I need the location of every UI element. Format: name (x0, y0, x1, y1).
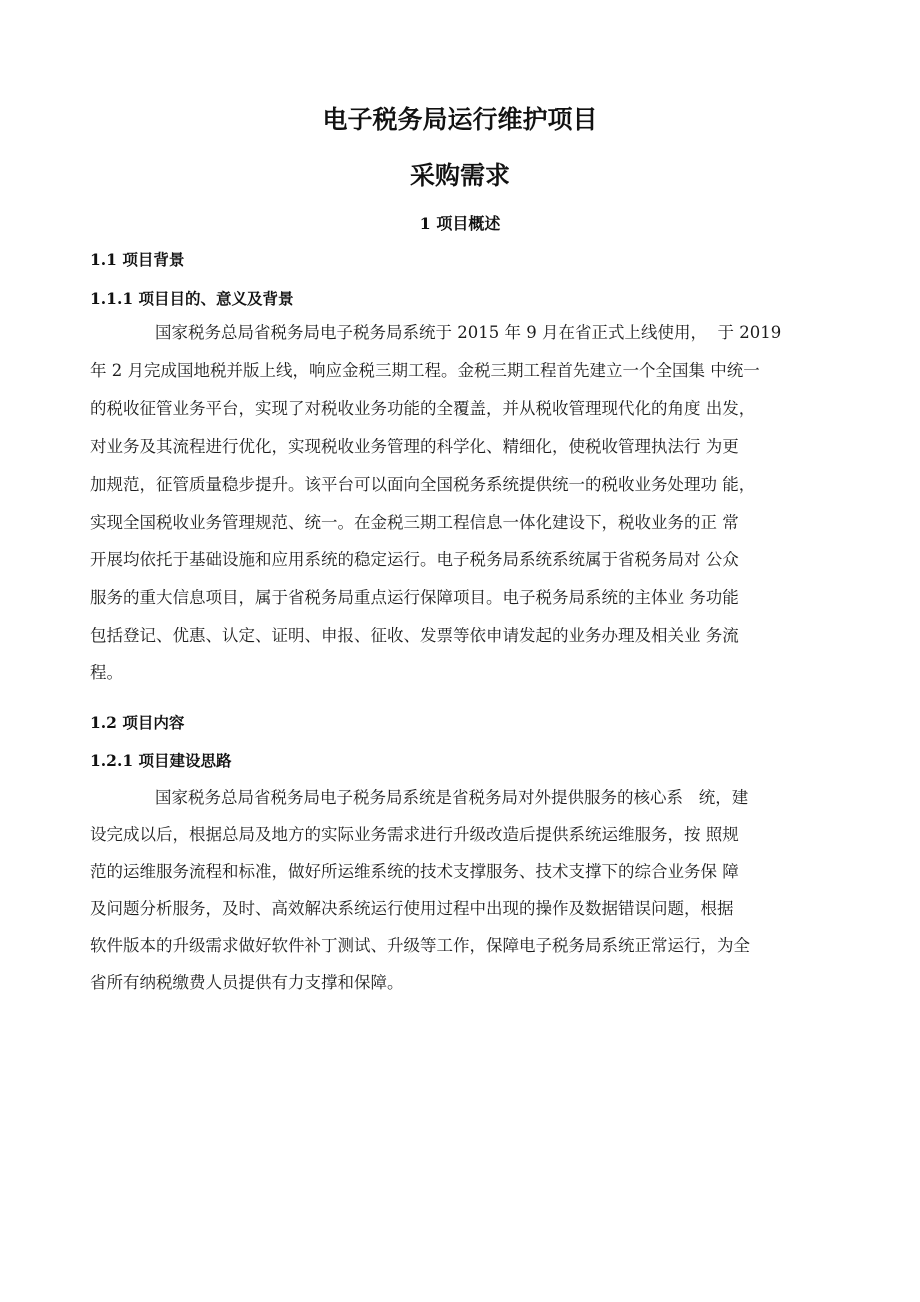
paragraph-line: 开展均依托于基础设施和应用系统的稳定运行。电子税务局系统系统属于省税务局对 公众 (90, 550, 739, 569)
document-subtitle: 采购需求 (409, 161, 510, 190)
subsection-heading-1-1-1: 1.1.1 项目目的、意义及背景 (90, 289, 294, 308)
paragraph-line: 包括登记、优惠、认定、证明、申报、征收、发票等依申请发起的业务办理及相关业 务流 (90, 626, 739, 645)
paragraph-line: 实现全国税收业务管理规范、统一。在金税三期工程信息一体化建设下，税收业务的正 常 (90, 513, 739, 532)
paragraph-line: 及问题分析服务，及时、高效解决系统运行使用过程中出现的操作及数据错误问题，根据 (90, 899, 734, 918)
paragraph-line: 服务的重大信息项目，属于省税务局重点运行保障项目。电子税务局系统的主体业 务功能 (90, 588, 739, 607)
paragraph-line: 加规范，征管质量稳步提升。该平台可以面向全国税务系统提供统一的税收业务处理功 能， (90, 475, 756, 494)
paragraph-line: 的税收征管业务平台，实现了对税收业务功能的全覆盖，并从税收管理现代化的角度 出发， (90, 399, 756, 418)
paragraph-line: 对业务及其流程进行优化，实现税收业务管理的科学化、精细化，使税收管理执法行 为更 (90, 437, 739, 456)
paragraph-line: 范的运维服务流程和标准，做好所运维系统的技术支撑服务、技术支撑下的综合业务保 障 (90, 862, 739, 881)
section-heading-1-2: 1.2 项目内容 (90, 713, 185, 732)
paragraph-line: 软件版本的升级需求做好软件补丁测试、升级等工作，保障电子税务局系统正常运行，为全 (90, 936, 750, 955)
paragraph-line: 年 2 月完成国地税并版上线，响应金税三期工程。金税三期工程首先建立一个全国集 中统一 (90, 361, 760, 380)
paragraph-line: 国家税务总局省税务局电子税务局系统是省税务局对外提供服务的核心系 统，建 (155, 788, 749, 807)
paragraph-line: 省所有纳税缴费人员提供有力支撑和保障。 (90, 973, 404, 992)
paragraph-line: 程。 (90, 663, 123, 682)
subsection-heading-1-2-1: 1.2.1 项目建设思路 (90, 751, 232, 770)
chapter-heading: 1 项目概述 (419, 214, 501, 233)
paragraph-line: 设完成以后，根据总局及地方的实际业务需求进行升级改造后提供系统运维服务，按 照规 (90, 825, 739, 844)
paragraph-line: 国家税务总局省税务局电子税务局系统于 2015 年 9 月在省正式上线使用， 于 2019 (155, 323, 782, 342)
section-heading-1-1: 1.1 项目背景 (90, 250, 185, 269)
document-title: 电子税务局运行维护项目 (322, 105, 598, 134)
